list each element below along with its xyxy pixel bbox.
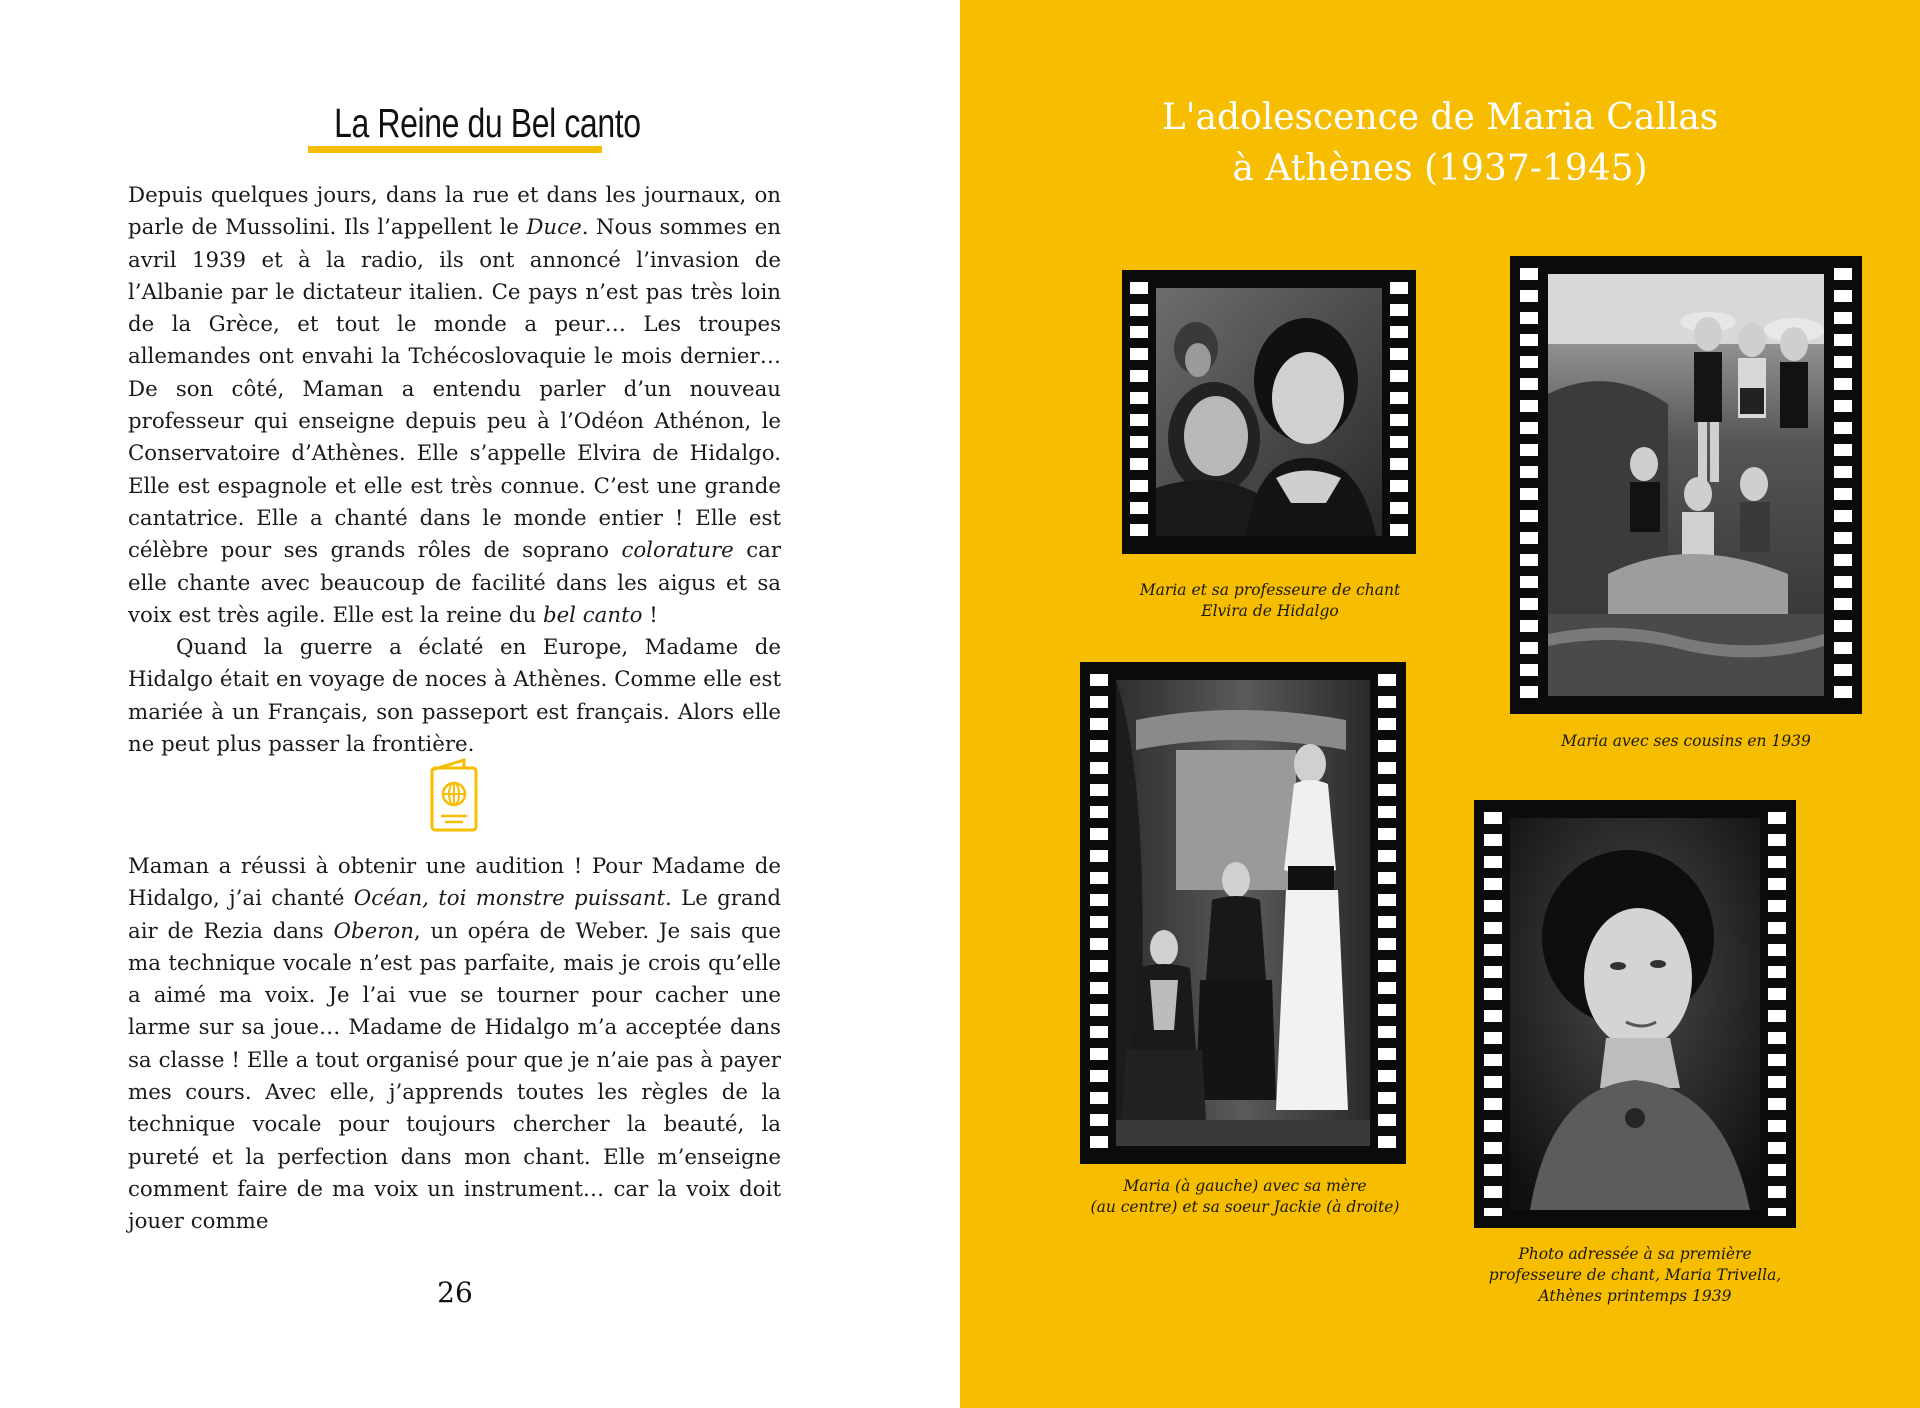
chapter-title: La Reine du Bel canto [334, 100, 641, 146]
photo-caption-4 [1450, 1244, 1820, 1307]
section-title-line-1: L'adolescence de Maria Callas [1161, 97, 1719, 138]
italic-text: colorature [621, 538, 734, 564]
photo-caption-1 [1100, 580, 1440, 622]
caption-line: Maria avec ses cousins en 1939 [1561, 732, 1811, 750]
section-title-line-2: à Athènes (1937-1945) [1232, 148, 1648, 189]
photo-frame-2 [1510, 256, 1862, 714]
section-title [960, 92, 1920, 194]
passport-globe-icon [428, 756, 480, 842]
italic-text: Duce [526, 215, 582, 241]
italic-text: bel canto [542, 602, 643, 628]
paragraph [128, 851, 781, 1239]
photo-maria-mother-sister [1116, 680, 1370, 1146]
photo-frame-4 [1474, 800, 1796, 1228]
caption-line: Maria et sa professeure de chant [1139, 581, 1401, 599]
body-text-block-1 [128, 180, 781, 761]
paragraph [128, 632, 781, 761]
text-run: Depuis quelques jours, dans la rue et dans les journaux, on parle de Mussolini. Ils l’appellent le [128, 183, 781, 241]
text-run: . Nous sommes en avril 1939 et à la radio, ils ont annoncé l’invasion de l’Albanie par le dictateur italien. Ce pays n’est pas très loin de la Grèce, et tout le monde a peur… Les troupes allemandes ont envahi la Tchécoslovaquie le mois dernier… De son côté, Maman a entendu parler d’un nouveau professeur qui enseigne depuis peu à l’Odéon Athénon, le Conservatoire d’Athènes. Elle s’appelle Elvira de Hidalgo. Elle est espagnole et elle est très connue. C’est une grande cantatrice. Elle a chanté dans le monde entier ! Elle est célèbre pour ses grands rôles de soprano [128, 215, 781, 564]
text-run: Quand la guerre a éclaté en Europe, Madame de Hidalgo était en voyage de noces à Athènes. Comme elle est mariée à un Français, son passeport est français. Alors elle ne peut plus passer la frontière. [128, 635, 781, 758]
chapter-title-underline [308, 146, 602, 153]
text-run: Maman a réussi à obtenir une audition ! Pour Madame de Hidalgo, j’ai chanté [128, 854, 781, 912]
photo-caption-2 [1486, 731, 1886, 752]
italic-text: Océan, toi monstre puissant [353, 886, 666, 912]
caption-line: (au centre) et sa soeur Jackie (à droite) [1090, 1198, 1400, 1216]
photo-maria-with-cousins [1548, 274, 1824, 696]
text-run: . Le grand air de Rezia dans [128, 886, 781, 944]
photo-caption-3 [1050, 1176, 1440, 1218]
text-run: ! [642, 602, 658, 628]
caption-line: Elvira de Hidalgo [1201, 602, 1339, 620]
right-page [960, 0, 1920, 1408]
photo-frame-3 [1080, 662, 1406, 1164]
italic-text: Oberon [333, 918, 414, 944]
caption-line: Photo adressée à sa première [1518, 1245, 1752, 1263]
page-number: 26 [437, 1276, 473, 1309]
photo-frame-1 [1122, 270, 1416, 554]
caption-line: Athènes printemps 1939 [1538, 1287, 1732, 1305]
caption-line: professeure de chant, Maria Trivella, [1488, 1266, 1782, 1284]
paragraph [128, 180, 781, 632]
photo-maria-portrait [1510, 818, 1760, 1210]
body-text-block-2 [128, 851, 781, 1239]
photo-maria-and-teacher [1156, 288, 1382, 536]
text-run: , un opéra de Weber. Je sais que ma technique vocale n’est pas parfaite, mais je crois qu’elle a aimé ma voix. Je l’ai vue se tourner pour cacher une larme sur sa joue… Madame de Hidalgo m’a acceptée dans sa classe ! Elle a tout organisé pour que je n’aie pas à payer mes cours. Avec elle, j’apprends toutes les règles de la technique vocale pour toujours chercher la beauté, la pureté et la perfection dans mon chant. Elle m’enseigne comment faire de ma voix un instrument… car la voix doit jouer comme [128, 918, 781, 1235]
caption-line: Maria (à gauche) avec sa mère [1123, 1177, 1367, 1195]
text-run: car elle chante avec beaucoup de facilité dans les aigus et sa voix est très agile. Elle est la reine du [128, 538, 782, 628]
